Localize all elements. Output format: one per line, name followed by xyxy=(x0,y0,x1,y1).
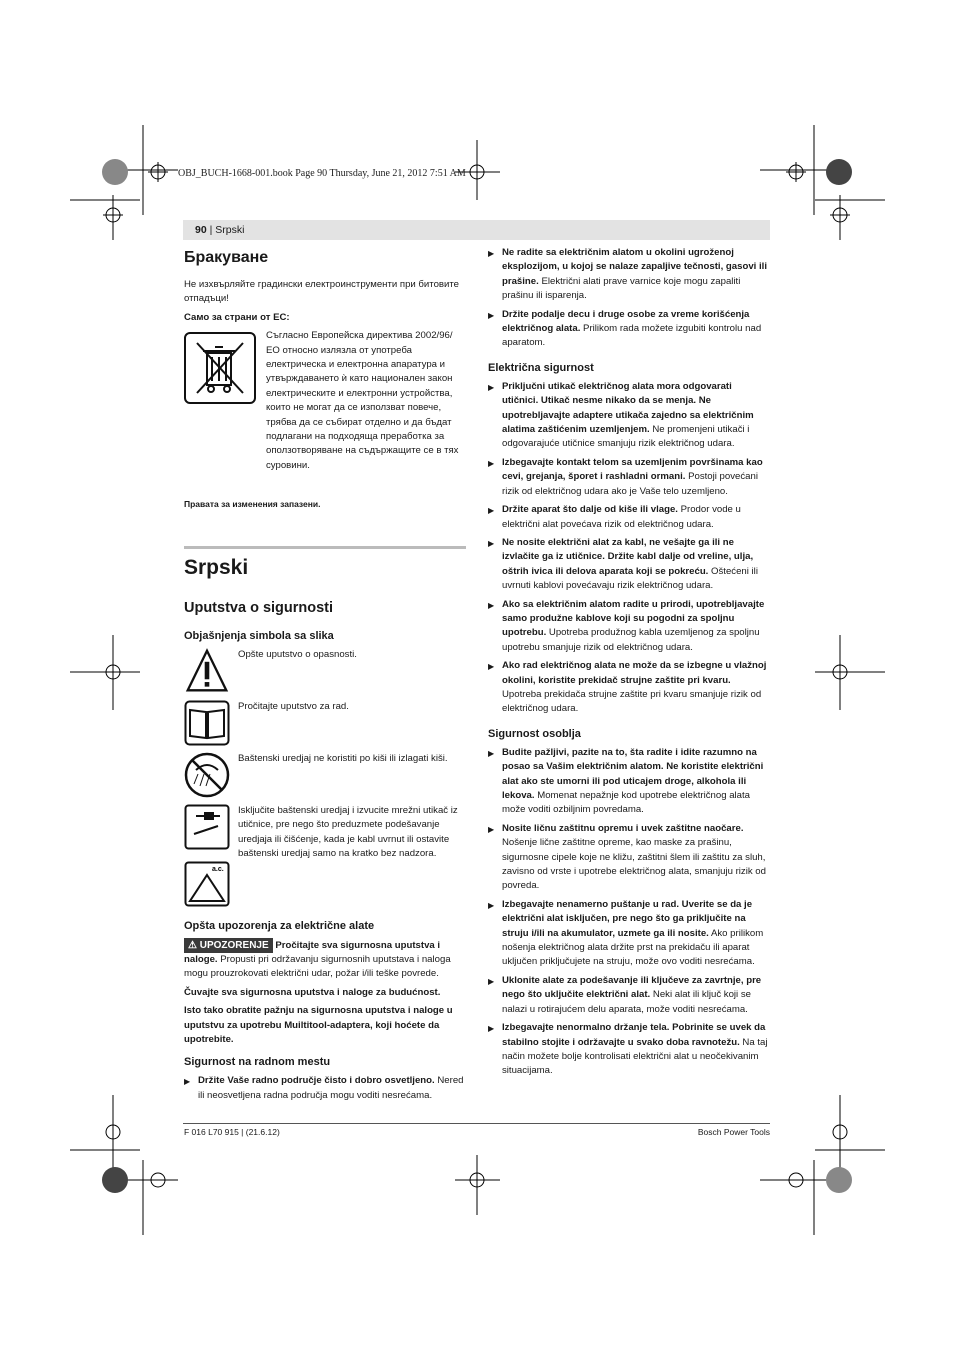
page-header xyxy=(195,224,244,236)
item-text: Ne promenjeni utikači i odgovarajuće utičnice smanjuju rizik električnog udara. xyxy=(502,424,750,450)
item-bold: Ne nosite električni alat za kabl, ne vešajte ga ili ne izvlačite ga iz utičnice. Držite kabl dalje od vreline, ulja, oštrih ivica ili delova aparata koji se pokreću. xyxy=(502,536,754,577)
item-text: Prodor vode u električni alat povećava rizik od električnog udara. xyxy=(502,504,741,530)
bg-disposal-text: Не изхвърляйте градински електроинструменти при битовите отпадъци! xyxy=(184,279,459,305)
item-text: Momenat nepažnje kod upotrebe električnog alata može voditi ozbiljnim povredama. xyxy=(502,790,751,816)
item-bold: Izbegavajte kontakt telom sa uzemljenim površinama kao cevi, grejanja, šporet i rashladni ormani. xyxy=(502,456,763,483)
list-item xyxy=(488,598,770,656)
symbol-text-unplug: Isključite baštenski uredjaj i izvucite mrežni utikač iz utičnice, pre nego što preduzmete podešavanje uredjaja ili čišćenje, kada je kabl uvrnut ili ostavite baštenski uredjaj samo na kratko bez nadzora. xyxy=(238,804,458,859)
item-bold: Ako sa električnim alatom radite u prirodi, upotrebljavajte samo produžne kablove koji su pogodni za spoljnu upotrebu. xyxy=(502,598,765,639)
symbol-text-manual: Pročitajte uputstvo za rad. xyxy=(238,700,349,712)
bullet-arrow-icon: ▶ xyxy=(488,900,495,910)
ac-power-icon xyxy=(184,861,230,907)
bullet-arrow-icon: ▶ xyxy=(488,249,495,258)
item-text: Električni alati prave varnice koje mogu zapaliti prašinu ili isparenja. xyxy=(502,275,741,302)
item-text: Ako prilikom nošenja električnog alata držite prst na prekidaču ili aparat uključen priključujete na struju, može ovo voditi nesrećama. xyxy=(502,927,764,968)
multitool-note: Isto tako obratite pažnju na sigurnosna uputstva i naloge u uputstvu za upotrebu Muiltitool-adaptera, koji hoćete da upotrebite. xyxy=(184,1005,453,1045)
symbol-row xyxy=(184,752,466,798)
item-bold: Priključni utikač električnog alata mora odgovarati utičnici. Utikač nesme nikako da se menja. Ne upotrebljavajte adaptere utikača zajedno sa električnim alatima zaštićenim uzemljenjem. xyxy=(502,380,754,436)
list-item xyxy=(488,1021,770,1079)
sr-symbols-heading: Objašnjenja simbola sa slika xyxy=(184,629,334,642)
ac-label: a.c. xyxy=(212,866,224,874)
sr-general-warnings-heading: Opšta upozorenja za električne alate xyxy=(184,919,375,932)
item-bold: Budite pažljivi, pazite na to, šta radite i idite razumno na posao sa Vašim električnim alatom. Ne koristite električni alat ako ste umorni ili pod uticajem droge, alkohola ili lekova. xyxy=(502,746,764,801)
list-item xyxy=(488,503,770,532)
sr-work-area-heading: Sigurnost na radnom mestu xyxy=(184,1056,331,1069)
item-bold: Držite aparat što dalje od kiše ili vlage. xyxy=(502,504,678,516)
bg-rights-reserved: Правата за изменения запазени. xyxy=(184,499,321,510)
item-text: Nošenje lične zaštitne opreme, kao maske za prašinu, sigurnosne cipele koje ne kližu, zaštitni šlem ili zaštitu za sluh, zavisno od vrste i upotrebe električnog alata, smanjuju rizik od povreda. xyxy=(502,837,766,892)
warning-triangle-icon xyxy=(184,648,230,694)
symbol-row xyxy=(184,700,466,746)
item-bold: Izbegavajte nenormalno držanje tela. Pobrinite se uvek da stabilno stojite i održavajte u svako doba ravnotežu. xyxy=(502,1022,766,1048)
symbol-text-rain: Baštenski uredjaj ne koristiti po kiši ili izlagati kiši. xyxy=(238,752,448,764)
list-item xyxy=(488,536,770,594)
book-info-line: OBJ_BUCH-1668-001.book Page 90 Thursday, June 21, 2012 7:51 AM xyxy=(178,168,466,179)
bg-eu-label: Само за страни от ЕС: xyxy=(184,311,290,323)
list-item xyxy=(488,380,770,452)
warning-badge: ⚠ UPOZORENJE xyxy=(184,938,273,953)
warning-bold: Pročitajte sva sigurnosna uputstva i naloge. xyxy=(184,939,441,965)
sr-electrical-heading: Električna sigurnost xyxy=(488,361,594,374)
item-text: Na taj način možete bolje kontrolisati električni alat u neočekivanim situacijama. xyxy=(502,1036,768,1077)
symbol-text-danger: Opšte uputstvo o opasnosti. xyxy=(238,648,357,660)
page-number: 90 xyxy=(195,224,207,236)
bullet-arrow-icon: ▶ xyxy=(488,506,495,516)
header-language: Srpski xyxy=(215,224,245,236)
bullet-arrow-icon: ▶ xyxy=(488,538,495,548)
list-item xyxy=(488,974,770,1017)
bullet-arrow-icon: ▶ xyxy=(488,1024,495,1034)
list-item xyxy=(488,456,770,499)
list-item xyxy=(488,246,770,304)
item-bold: Uklonite alate za podešavanje ili ključeve za zavrtnje, pre nego što uključite električni alat. xyxy=(502,974,762,1001)
item-text: Upotreba produžnog kabla uzemljenog za spoljnu upotrebu smanjuje rizik od električnog udara. xyxy=(502,627,760,653)
left-column xyxy=(184,244,466,1107)
item-text: Oštećeni ili uvrnuti kablovi povećavaju rizik električnog udara. xyxy=(502,565,758,592)
bullet-arrow-icon: ▶ xyxy=(488,662,495,672)
no-rain-icon xyxy=(184,752,230,798)
footer-brand: Bosch Power Tools xyxy=(697,1127,770,1137)
bullet-arrow-icon: ▶ xyxy=(488,748,495,758)
weee-block xyxy=(184,329,466,473)
bullet-arrow-icon: ▶ xyxy=(488,976,495,986)
item-bold: Ako rad električnog alata ne može da se izbegne u vlažnoj okolini, koristite prekidač strujne zaštite pri kvaru. xyxy=(502,660,767,686)
warning-badge-label: UPOZORENJE xyxy=(199,939,269,951)
list-item xyxy=(184,1074,466,1103)
item-bold: Nosite ličnu zaštitnu opremu i uvek zaštitne naočare. xyxy=(502,822,744,834)
right-column xyxy=(488,246,770,1083)
sr-language-heading: Srpski xyxy=(184,555,249,579)
bullet-arrow-icon: ▶ xyxy=(488,310,495,320)
item-bold: Izbegavajte nenamerno puštanje u rad. Uverite se da je električni alat isključen, pre nego što ga priključite na struju i/ili na akumulator, uzmete ga ili nosite. xyxy=(502,898,753,939)
keep-instructions: Čuvajte sva sigurnosna uputstva i naloge za budućnost. xyxy=(184,986,441,998)
warning-paragraph xyxy=(184,938,466,982)
item-bold: Ne radite sa električnim alatom u okolini ugroženoj eksplozijom, u kojoj se nalaze zapaljive tečnosti, gasovi ili prašine. xyxy=(502,247,767,287)
item-text: Upotreba prekidača strujne zaštite pri kvaru smanjuje rizik od električnog udara. xyxy=(502,688,762,715)
sr-safety-heading: Uputstva o sigurnosti xyxy=(184,599,334,616)
header-separator: | xyxy=(206,224,216,236)
list-item xyxy=(488,746,770,818)
bullet-arrow-icon: ▶ xyxy=(488,824,495,834)
symbol-row xyxy=(184,648,466,694)
manual-book-icon xyxy=(184,700,230,746)
bullet-arrow-icon: ▶ xyxy=(488,382,495,392)
list-item xyxy=(488,898,770,970)
list-item xyxy=(488,308,770,351)
section-divider xyxy=(184,546,466,549)
item-text: Postoji povećani rizik od električnog udara ako je Vaše telo uzemljeno. xyxy=(502,471,758,497)
crossed-bin-icon xyxy=(184,332,256,404)
item-bold: Držite Vaše radno područje čisto i dobro osvetljeno. xyxy=(198,1075,435,1087)
list-item xyxy=(488,659,770,717)
footer-doc-number: F 016 L70 915 | (21.6.12) xyxy=(184,1127,280,1137)
bullet-arrow-icon: ▶ xyxy=(184,1077,191,1087)
symbol-row xyxy=(184,804,466,913)
item-text: Neki alat ili ključ koji se nalazi u rotirajućem delu aparata, može voditi nesrećama. xyxy=(502,989,751,1015)
item-bold: Držite podalje decu i druge osobe za vreme korišćenja električnog alata. xyxy=(502,308,750,335)
unplug-icon xyxy=(184,804,230,850)
bg-directive-text: Съгласно Европейска директива 2002/96/ЕО относно излязла от употреба електрическа и електронна апаратура и утвърждаването ѝ като национален закон електрическите и електронни устройства, които не могат да се използват повече, трябва да се събират отделно и да бъдат подлагани на подходяща преработка за оползотворяване на съдържащите се в тях суровини. xyxy=(266,330,459,471)
item-text: Prilikom rada možete izgubiti kontrolu nad aparatom. xyxy=(502,323,762,349)
warning-text: Propusti pri održavanju sigurnosnih uputstava i naloga mogu prouzrokovati električni udar, požar i/ili teške povrede. xyxy=(184,953,451,980)
bg-disposal-heading: Бракуване xyxy=(184,249,269,266)
bullet-arrow-icon: ▶ xyxy=(488,600,495,610)
footer-rule xyxy=(183,1123,770,1124)
list-item xyxy=(488,822,770,894)
sr-personal-heading: Sigurnost osoblja xyxy=(488,727,581,740)
page-header-bar xyxy=(183,220,770,240)
item-text: Nered ili neosvetljena radna područja mogu voditi nesrećama. xyxy=(198,1075,464,1101)
bullet-arrow-icon: ▶ xyxy=(488,458,495,468)
